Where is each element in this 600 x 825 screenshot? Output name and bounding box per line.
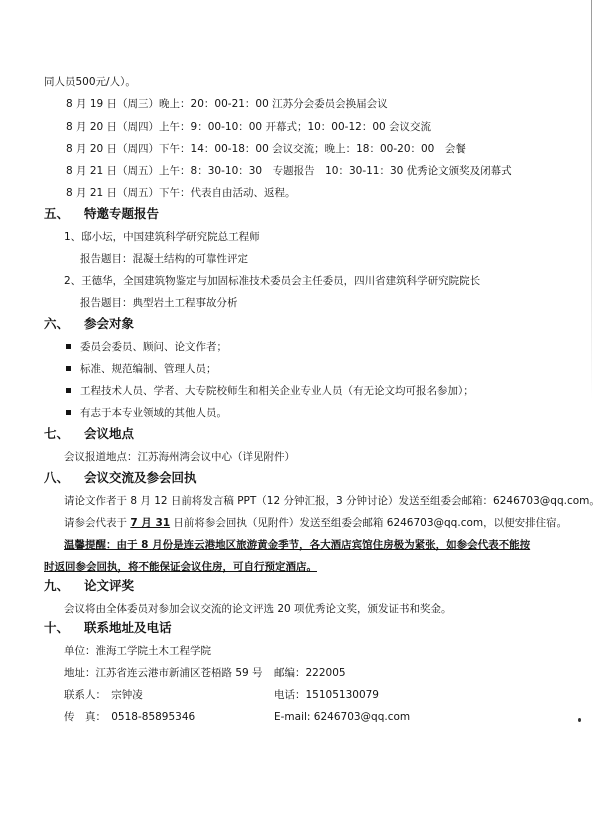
section-heading-10 (44, 620, 172, 636)
contact-postcode: 邮编：222005 (274, 667, 346, 679)
reply-form-line: 请参会代表于 7 月 31 日前将参会回执（见附件）发送至组委会邮箱 6246703@qq.com，以便安排住宿。 (64, 517, 568, 529)
reminder-line-cont: 时返回参会回执，将不能保证会议住房，可自行预定酒店。 (44, 561, 317, 573)
section-title: 会议交流及参会回执 (84, 470, 197, 485)
square-bullet-icon (66, 410, 71, 415)
report-speaker: 2、王德华，全国建筑物鉴定与加固标准技术委员会主任委员，四川省建筑科学研究院院长 (64, 275, 481, 287)
section-heading-5 (44, 206, 159, 222)
section-number: 八、 (44, 470, 70, 485)
schedule-line: 8 月 19 日（周三）晚上：20：00-21：00 江苏分会委员会换届会议 (66, 98, 388, 110)
attendee-item: 委员会委员、顾问、论文作者； (66, 340, 227, 354)
report-topic: 报告题目：混凝土结构的可靠性评定 (80, 253, 248, 265)
section-heading-6 (44, 316, 134, 332)
paper-submission-line: 请论文作者于 8 月 12 日前将发言稿 PPT（12 分钟汇报，3 分钟讨论）发送至组委会邮箱：6246703@qq.com。 (64, 495, 600, 507)
square-bullet-icon (66, 388, 71, 393)
contact-unit: 单位：淮海工学院土木工程学院 (64, 645, 211, 657)
report-topic: 报告题目：典型岩土工程事故分析 (80, 297, 238, 309)
section-number: 五、 (44, 206, 70, 221)
section-heading-8 (44, 470, 197, 486)
reminder-line (64, 538, 530, 552)
reminder-text: 由于 8 月份是连云港地区旅游黄金季节，各大酒店宾馆住房极为紧张，如参会代表不能按 (116, 539, 531, 551)
schedule-line: 8 月 21 日（周五）下午：代表自由活动、返程。 (66, 187, 296, 199)
section-title: 论文评奖 (84, 578, 135, 593)
contact-person: 联系人： 宗钟凌 (64, 689, 143, 701)
scan-speck (578, 718, 581, 722)
section-heading-7 (44, 426, 134, 442)
section-number: 六、 (44, 316, 70, 331)
contact-phone: 电话：15105130079 (274, 689, 379, 701)
report-speaker: 1、邸小坛，中国建筑科学研究院总工程师 (64, 231, 260, 243)
attendee-item: 工程技术人员、学者、大专院校师生和相关企业专业人员（有无论文均可报名参加）； (66, 384, 474, 398)
reminder-label: 温馨提醒： (64, 539, 117, 551)
fee-line: 同人员500元/人）。 (44, 76, 136, 88)
section-heading-9 (44, 578, 134, 594)
contact-fax: 传 真： 0518-85895346 (64, 711, 196, 723)
section-number: 九、 (44, 578, 70, 593)
attendee-item: 有志于本专业领域的其他人员。 (66, 406, 227, 420)
section-title: 参会对象 (84, 316, 135, 331)
contact-email: E-mail: 6246703@qq.com (274, 711, 411, 723)
schedule-line: 8 月 21 日（周五）上午：8：30-10：30 专题报告 10：30-11：30 优秀论文颁奖及闭幕式 (66, 165, 512, 177)
square-bullet-icon (66, 366, 71, 371)
attendee-item: 标准、规范编制、管理人员； (66, 362, 217, 376)
contact-address: 地址：江苏省连云港市新浦区苍梧路 59 号 (64, 667, 263, 679)
schedule-line: 8 月 20 日（周四）上午：9：00-10：00 开幕式；10：00-12：00 会议交流 (66, 121, 432, 133)
section-title: 联系地址及电话 (84, 620, 172, 635)
venue-line: 会议报道地点：江苏海州湾会议中心（详见附件） (64, 451, 295, 463)
schedule-line: 8 月 20 日（周四）下午：14：00-18：00 会议交流；晚上：18：00-20：00 会餐 (66, 143, 466, 155)
section-title: 特邀专题报告 (84, 206, 160, 221)
section-number: 七、 (44, 426, 70, 441)
square-bullet-icon (66, 344, 71, 349)
award-line: 会议将由全体委员对参加会议交流的论文评选 20 项优秀论文奖，颁发证书和奖金。 (64, 603, 452, 615)
scan-edge-shadow (591, 0, 592, 400)
deadline-date: 7 月 31 (130, 517, 171, 529)
section-number: 十、 (44, 620, 70, 635)
section-title: 会议地点 (84, 426, 135, 441)
